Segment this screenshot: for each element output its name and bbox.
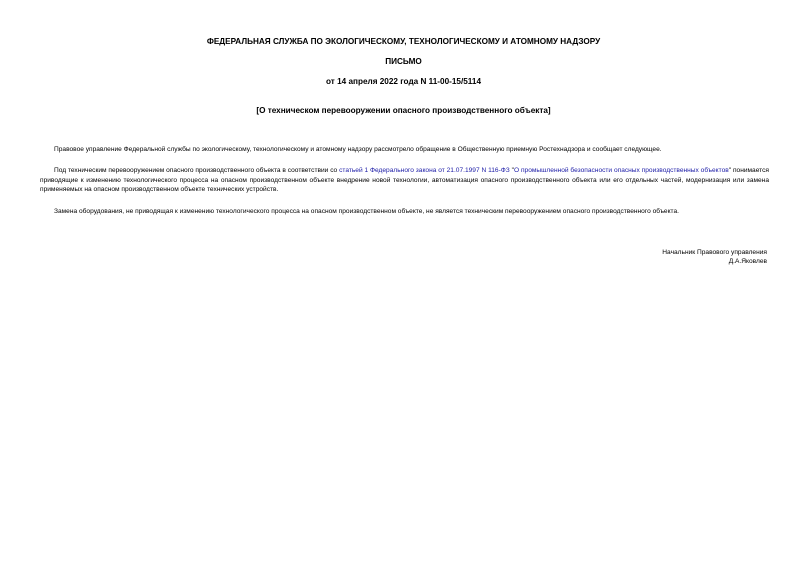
document-type: ПИСЬМО (385, 57, 422, 66)
signature-name: Д.А.Яковлев (728, 258, 767, 265)
paragraph-2-text-start: Под техническим перевооружением опасного производственного объекта в соответствии со (54, 167, 340, 174)
paragraph-2 (40, 166, 769, 195)
agency-title: ФЕДЕРАЛЬНАЯ СЛУЖБА ПО ЭКОЛОГИЧЕСКОМУ, ТЕХНОЛОГИЧЕСКОМУ И АТОМНОМУ НАДЗОРУ (206, 37, 601, 46)
paragraph-1: Правовое управление Федеральной службы по экологическому, технологическому и атомному надзору рассмотрело обращение в Общественную приемную Ростехнадзора и сообщает следующее. (54, 146, 662, 153)
document-date-number: от 14 апреля 2022 года N 11-00-15/5114 (325, 77, 482, 86)
document-subject: [О техническом перевооружении опасного производственного объекта] (256, 106, 551, 115)
law-article-link[interactable]: статьей 1 Федерального закона от 21.07.1997 N 116-ФЗ (339, 167, 510, 174)
law-title-link[interactable]: О промышленной безопасности опасных производственных объектов (513, 167, 729, 174)
paragraph-2-text-mid: " (509, 167, 514, 174)
paragraph-3: Замена оборудования, не приводящая к изменению технологического процесса на опасном производственном объекте, не является техническим перевооружением опасного производственного объекта. (54, 208, 680, 215)
paragraph-2-text-end: " понимается приводящие к изменению технологического процесса на опасном производственном объекте внедрение новой технологии, автоматизация опасного производственного объекта или его отдельных частей, модернизация или замена применяемых на опасном производственном объекте технических устройств. (40, 167, 769, 194)
signature-position: Начальник Правового управления (662, 249, 767, 256)
